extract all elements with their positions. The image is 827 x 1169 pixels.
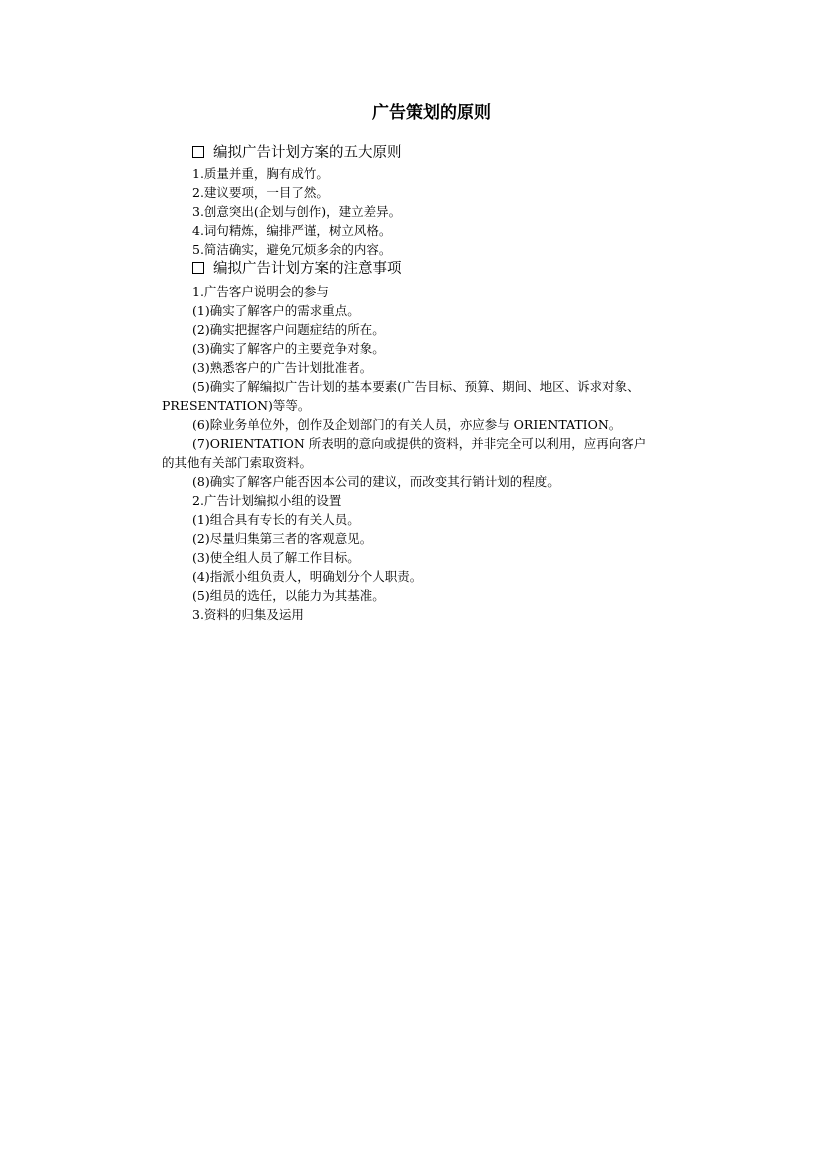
section-heading-principles — [192, 143, 402, 163]
note-item-continuation: PRESENTATION)等等。 — [162, 398, 311, 413]
note-item: (7)ORIENTATION 所表明的意向或提供的资料，并非完全可以利用，应再向客户 — [192, 436, 647, 451]
subsection-title: 3.资料的归集及运用 — [192, 607, 304, 622]
principle-item: 1.质量并重，胸有成竹。 — [192, 166, 329, 181]
section-heading-notes — [192, 259, 402, 279]
note-item: (1)确实了解客户的需求重点。 — [192, 303, 360, 318]
principle-item: 2.建议要项，一目了然。 — [192, 185, 329, 200]
note-item: (8)确实了解客户能否因本公司的建议，而改变其行销计划的程度。 — [192, 474, 560, 489]
page-title: 广告策划的原则 — [372, 103, 491, 123]
note-item: (3)使全组人员了解工作目标。 — [192, 550, 360, 565]
note-item: (1)组合具有专长的有关人员。 — [192, 512, 360, 527]
note-item: (3)熟悉客户的广告计划批准者。 — [192, 360, 373, 375]
note-item: (5)确实了解编拟广告计划的基本要素(广告目标、预算、期间、地区、诉求对象、 — [192, 379, 640, 394]
principle-item: 3.创意突出(企划与创作)，建立差异。 — [192, 204, 402, 219]
note-item: (3)确实了解客户的主要竞争对象。 — [192, 341, 385, 356]
subsection-title: 1.广告客户说明会的参与 — [192, 284, 329, 299]
note-item: (2)确实把握客户问题症结的所在。 — [192, 322, 385, 337]
checkbox-square-icon — [192, 262, 204, 274]
note-item-continuation: 的其他有关部门索取资料。 — [162, 455, 313, 470]
checkbox-square-icon — [192, 146, 204, 158]
note-item: (5)组员的选任，以能力为其基准。 — [192, 588, 385, 603]
section-heading-label: 编拟广告计划方案的五大原则 — [213, 145, 402, 161]
section-heading-label: 编拟广告计划方案的注意事项 — [213, 261, 402, 277]
principle-item: 4.词句精炼，编排严谨，树立风格。 — [192, 223, 392, 238]
note-item: (2)尽量归集第三者的客观意见。 — [192, 531, 373, 546]
note-item: (6)除业务单位外，创作及企划部门的有关人员，亦应参与 ORIENTATION。 — [192, 417, 622, 432]
subsection-title: 2.广告计划编拟小组的设置 — [192, 493, 342, 508]
principle-item: 5.简洁确实，避免冗烦多余的内容。 — [192, 242, 392, 257]
note-item: (4)指派小组负责人，明确划分个人职责。 — [192, 569, 423, 584]
